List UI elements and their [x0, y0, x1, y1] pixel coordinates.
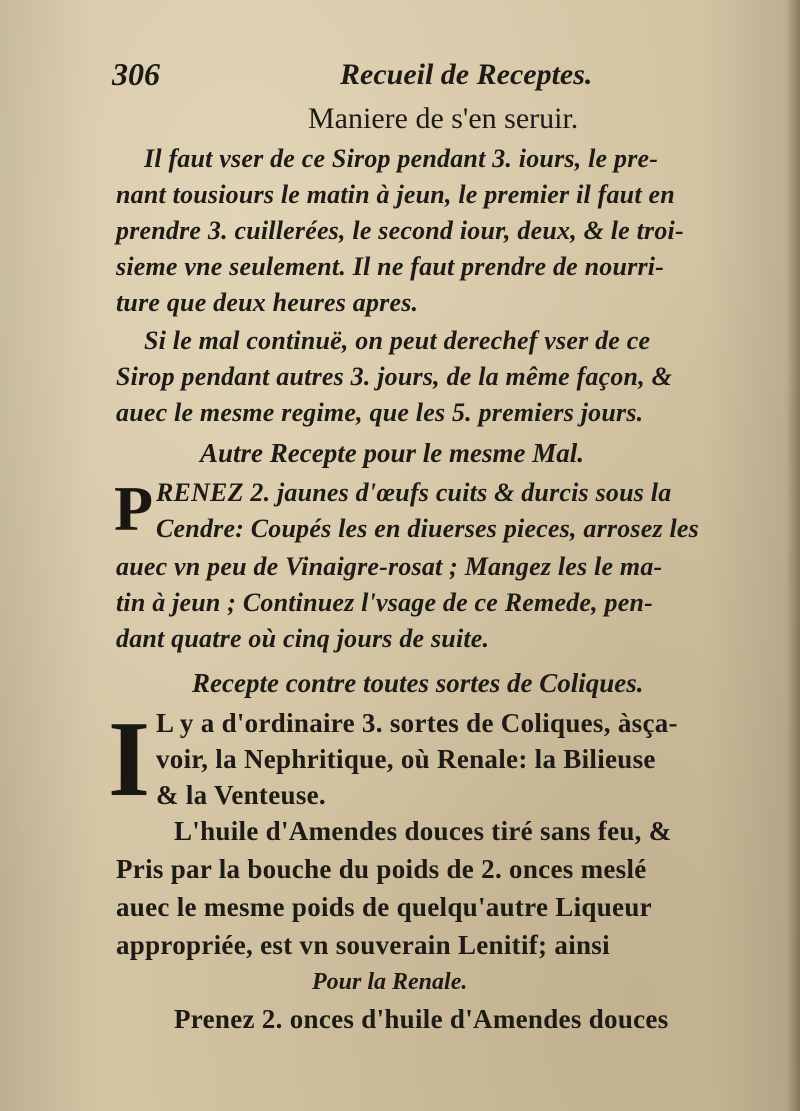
- drop-capital: P: [114, 473, 154, 544]
- section-heading: Pour la Renale.: [312, 969, 468, 995]
- text-line: prendre 3. cuillerées, le second iour, deux, & le troi-: [116, 216, 684, 245]
- text-line: Il faut vser de ce Sirop pendant 3. iours, le pre-: [144, 144, 659, 173]
- text-line: L y a d'ordinaire 3. sortes de Coliques, àsça-: [156, 708, 678, 738]
- text-line: RENEZ 2. jaunes d'œufs cuits & durcis sous la: [156, 478, 672, 507]
- text-line: dant quatre où cinq jours de suite.: [116, 624, 490, 653]
- text-line: L'huile d'Amendes douces tiré sans feu, &: [174, 816, 672, 846]
- text-line: Prenez 2. onces d'huile d'Amendes douces: [174, 1004, 669, 1034]
- text-line: nant tousiours le matin à jeun, le premier il faut en: [116, 180, 675, 209]
- text-line: Si le mal continuë, on peut derechef vser de ce: [144, 326, 651, 355]
- text-line: ture que deux heures apres.: [116, 288, 419, 317]
- text-line: Cendre: Coupés les en diuerses pieces, arrosez les: [156, 514, 699, 543]
- text-line: auec le mesme poids de quelqu'autre Liqueur: [116, 892, 652, 922]
- text-line: tin à jeun ; Continuez l'vsage de ce Remede, pen-: [116, 588, 653, 617]
- text-line: Pris par la bouche du poids de 2. onces meslé: [116, 854, 647, 884]
- text-line: voir, la Nephritique, où Renale: la Bilieuse: [156, 744, 656, 774]
- page-gutter-shadow: [786, 0, 800, 1111]
- text-line: appropriée, est vn souverain Lenitif; ainsi: [116, 930, 610, 960]
- page-number: 306: [112, 56, 160, 92]
- section-heading: Autre Recepte pour le mesme Mal.: [200, 438, 584, 468]
- section-heading: Recepte contre toutes sortes de Coliques.: [192, 668, 644, 698]
- text-line: auec le mesme regime, que les 5. premiers jours.: [116, 398, 644, 427]
- running-title: Recueil de Receptes.: [340, 58, 593, 91]
- text-line: Sirop pendant autres 3. jours, de la même façon, &: [116, 362, 673, 391]
- section-heading: Maniere de s'en seruir.: [308, 102, 579, 135]
- text-line: auec vn peu de Vinaigre-rosat ; Mangez les le ma-: [116, 552, 663, 581]
- drop-capital: I: [108, 700, 151, 819]
- text-line: sieme vne seulement. Il ne faut prendre de nourri-: [116, 252, 665, 281]
- text-line: & la Venteuse.: [156, 780, 326, 810]
